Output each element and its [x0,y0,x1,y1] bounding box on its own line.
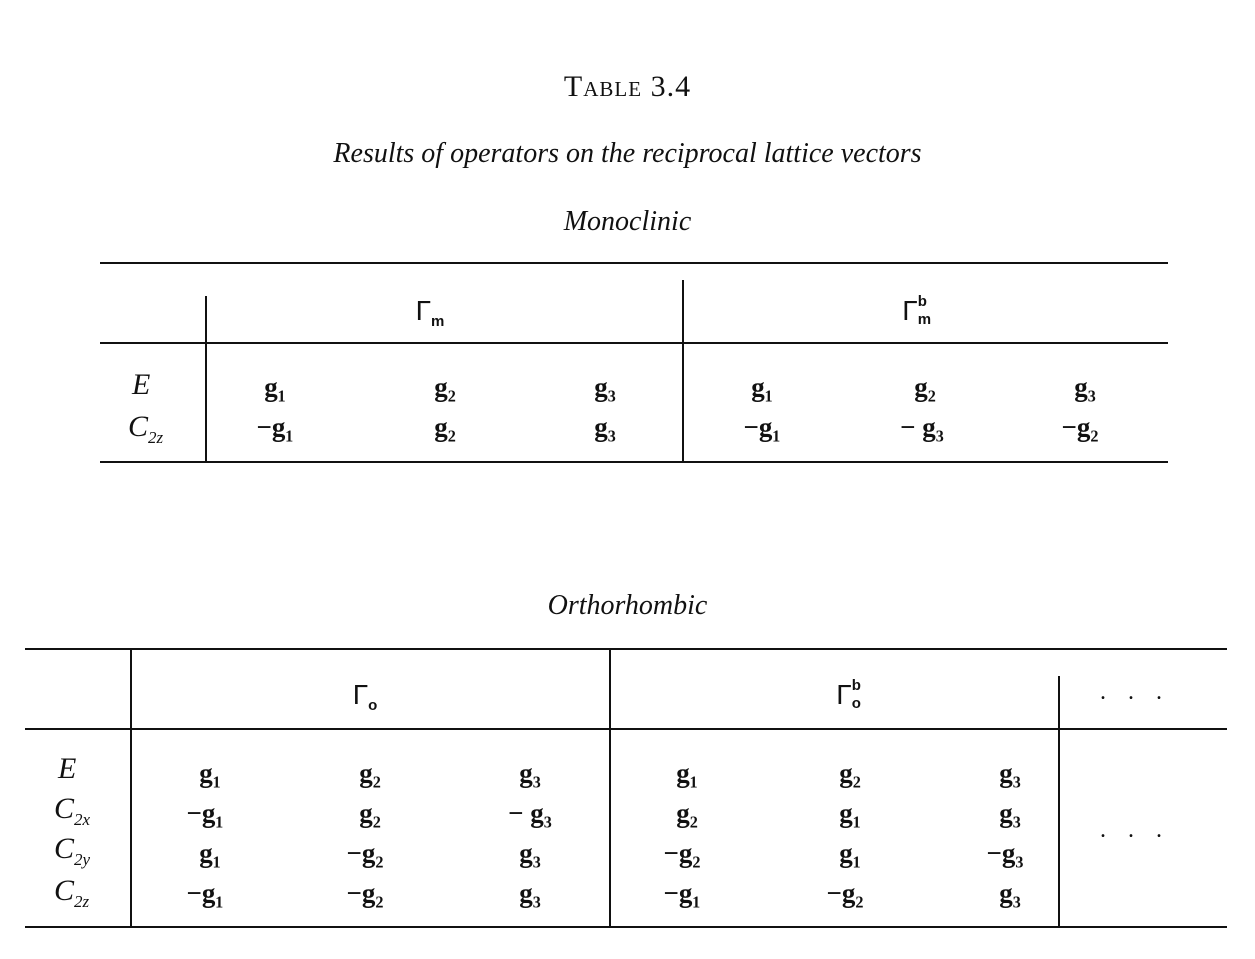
table-number: Table 3.4 [563,70,692,103]
table-cell: g₁ [676,758,698,788]
orthorhombic-title: Orthorhombic [547,590,708,621]
table-cell: g₂ [914,372,936,402]
table-cell: g₃ [999,758,1021,788]
table-cell: g₂ [359,798,381,828]
table-cell: −g₂ [346,878,384,908]
table-cell: g₃ [1074,372,1096,402]
ortho-group-gamma-o [265,676,465,725]
ortho-row-label-c2x: $C_{2x}$ [54,792,91,829]
table-cell: g₃ [519,878,541,908]
mono-row-label-c2z: $C_{2z}$ [128,410,164,447]
gamma-sup-sub [852,676,868,714]
gamma-subscript: m [917,311,932,328]
table-cell: −g₃ [986,838,1024,868]
gamma-superscript: b [917,293,927,310]
table-cell: g₁ [264,372,286,402]
table-cell: −g₁ [186,878,224,908]
table-cell: g₁ [751,372,773,402]
gamma-symbol: Γ [415,295,432,326]
gamma-symbol: Γ [836,679,852,710]
ortho-top-rule [25,648,1227,650]
table-cell: g₂ [434,372,456,402]
table-title: Results of operators on the reciprocal lattice vectors [333,138,922,169]
table-cell: g₂ [676,798,698,828]
ortho-group-divider [609,650,611,928]
mono-head-rule [100,342,1168,344]
gamma-subscript: o [851,695,861,712]
mono-top-rule [100,262,1168,264]
table-cell: −g₂ [1061,412,1099,442]
table-cell: g₂ [359,758,381,788]
ortho-head-rule [25,728,1227,730]
gamma-sup-sub [918,292,934,330]
gamma-superscript: b [851,677,861,694]
gamma-subscript: m [431,313,445,330]
mono-group-divider [682,280,684,463]
table-cell: −g₁ [186,798,224,828]
mono-label-divider [205,296,207,463]
table-cell: −g₁ [743,412,781,442]
ortho-row-label-c2z: $C_{2z}$ [54,874,90,911]
table-cell: g₁ [199,758,221,788]
mono-group-gamma-m-b [818,292,1018,330]
ortho-bottom-rule [25,926,1227,928]
ortho-body-ellipsis: . . . [1100,817,1170,843]
table-cell: g₂ [839,758,861,788]
table-cell: − g₃ [508,798,552,828]
mono-group-gamma-m [330,292,530,341]
table-cell: −g₂ [346,838,384,868]
table-cell: g₃ [999,798,1021,828]
table-cell: g₃ [519,838,541,868]
ortho-row-label-c2y: $C_{2y}$ [54,832,91,869]
monoclinic-title: Monoclinic [563,206,692,237]
table-cell: g₃ [519,758,541,788]
table-cell: g₂ [434,412,456,442]
ortho-group-gamma-o-b [752,676,952,714]
mono-bottom-rule [100,461,1168,463]
ortho-label-divider [130,650,132,928]
table-cell: −g₂ [826,878,864,908]
gamma-subscript: o [368,697,378,714]
ortho-row-label-e: E [58,752,77,785]
table-cell: −g₁ [256,412,294,442]
gamma-symbol: Γ [352,679,369,710]
table-cell: g₃ [594,372,616,402]
table-cell: − g₃ [900,412,944,442]
table-cell: g₁ [839,838,861,868]
gamma-symbol: Γ [902,295,918,326]
ortho-group-ellipsis: . . . [1100,679,1170,705]
table-cell: g₁ [199,838,221,868]
table-cell: g₃ [999,878,1021,908]
table-cell: −g₁ [663,878,701,908]
table-cell: −g₂ [663,838,701,868]
table-cell: g₁ [839,798,861,828]
table-cell: g₃ [594,412,616,442]
mono-row-label-e: E [132,368,151,401]
